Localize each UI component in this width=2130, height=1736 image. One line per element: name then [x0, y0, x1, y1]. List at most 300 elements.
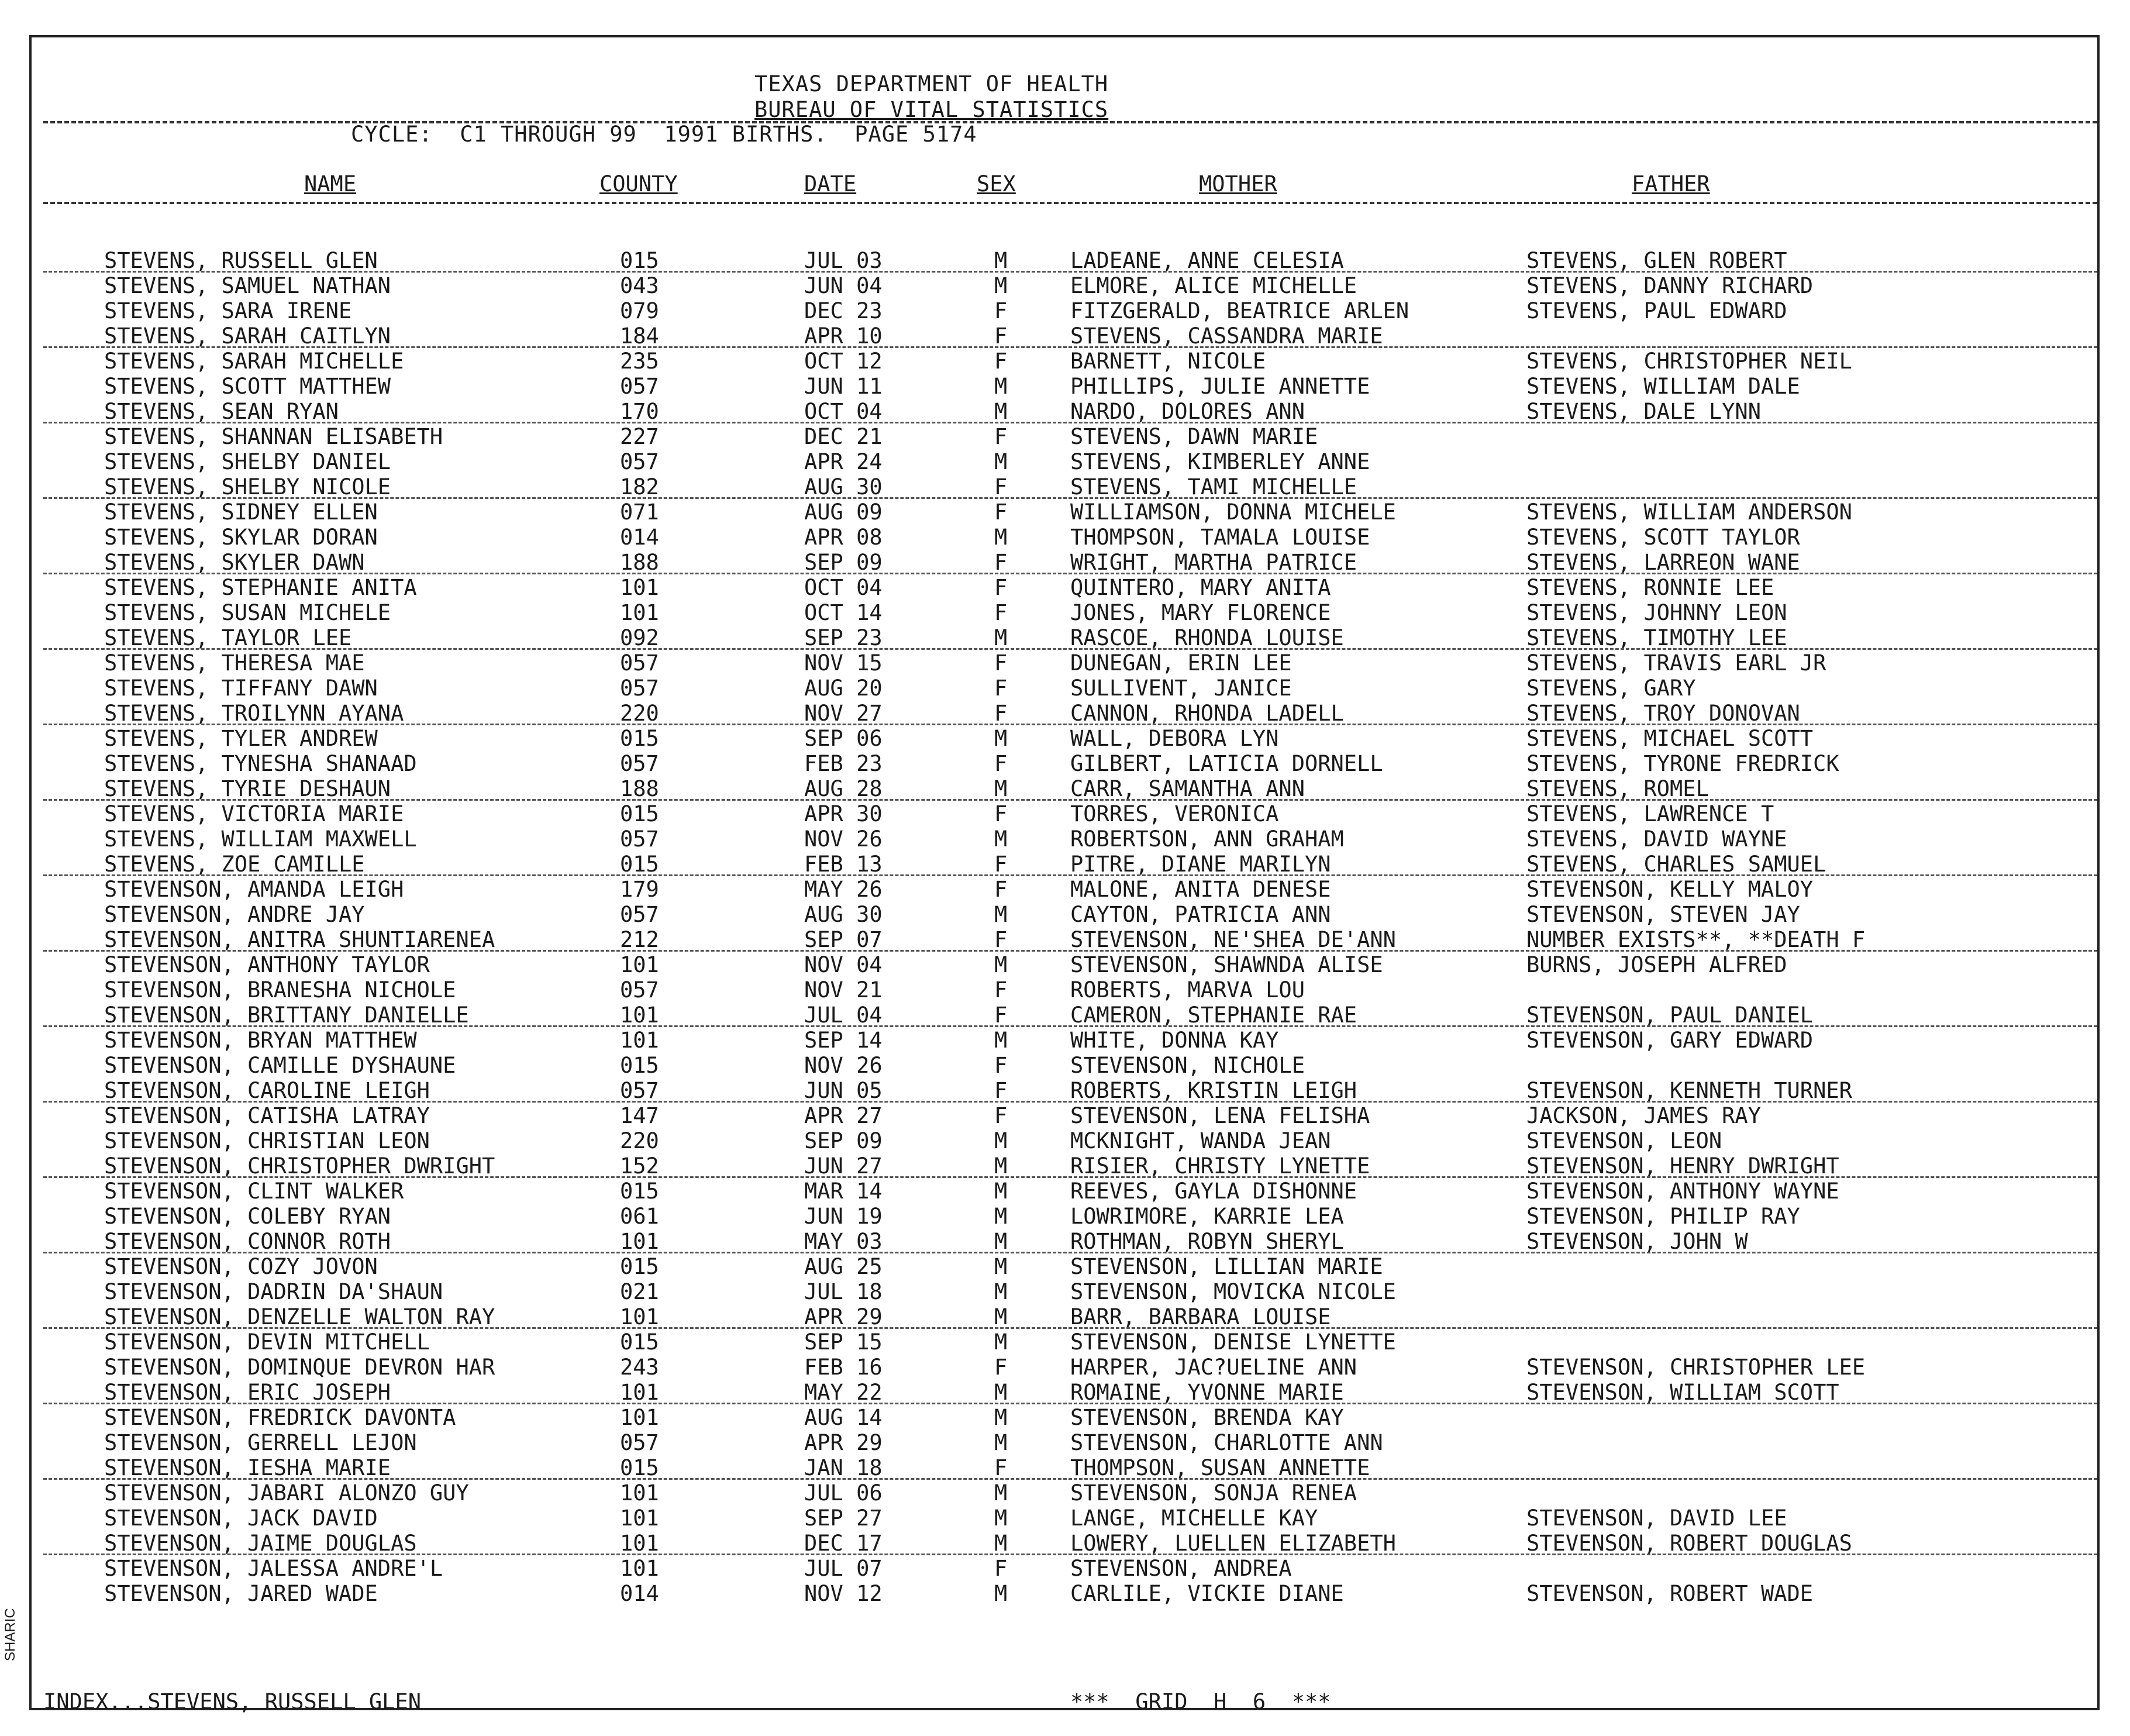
- record-date: FEB 16: [804, 1355, 883, 1380]
- record-county: 101: [620, 952, 659, 977]
- record-county: 101: [620, 1003, 659, 1028]
- record-mother: STEVENSON, SHAWNDA ALISE: [1070, 952, 1383, 977]
- table-row: [0, 1355, 2105, 1380]
- record-county: 101: [620, 575, 659, 600]
- table-row: [0, 525, 2105, 550]
- record-date: APR 30: [804, 801, 883, 826]
- record-name: STEVENS, RUSSELL GLEN: [104, 248, 378, 273]
- record-sex: F: [994, 1003, 1008, 1028]
- record-date: JUL 18: [804, 1279, 883, 1304]
- table-row: [0, 1506, 2105, 1531]
- cycle-line: CYCLE: C1 THROUGH 99 1991 BIRTHS. PAGE 5174: [351, 122, 977, 147]
- record-date: SEP 15: [804, 1329, 883, 1355]
- record-sex: F: [994, 500, 1008, 525]
- record-sex: M: [994, 776, 1008, 801]
- table-row: [0, 323, 2105, 349]
- record-father: JACKSON, JAMES RAY: [1526, 1103, 1761, 1128]
- record-county: 057: [620, 1078, 659, 1103]
- record-date: SEP 27: [804, 1506, 883, 1531]
- record-mother: ELMORE, ALICE MICHELLE: [1070, 273, 1357, 298]
- record-name: STEVENSON, DOMINQUE DEVRON HAR: [104, 1355, 495, 1380]
- row-group-rule: [43, 1176, 2097, 1178]
- record-sex: M: [994, 1153, 1008, 1179]
- row-group-rule: [43, 950, 2097, 952]
- record-sex: M: [994, 1380, 1008, 1405]
- record-county: 015: [620, 726, 659, 751]
- table-row: [0, 1480, 2105, 1506]
- row-group-rule: [43, 1025, 2097, 1027]
- table-row: [0, 852, 2105, 877]
- table-row: [0, 1304, 2105, 1329]
- record-father: STEVENSON, ANTHONY WAYNE: [1526, 1179, 1839, 1204]
- record-county: 170: [620, 399, 659, 424]
- record-date: DEC 23: [804, 298, 883, 323]
- table-row: [0, 927, 2105, 952]
- agency-title: TEXAS DEPARTMENT OF HEALTH: [754, 71, 1109, 97]
- record-date: OCT 04: [804, 575, 883, 600]
- record-county: 212: [620, 927, 659, 952]
- record-county: 015: [620, 1329, 659, 1355]
- record-mother: STEVENSON, DENISE LYNETTE: [1070, 1329, 1396, 1355]
- record-date: AUG 25: [804, 1254, 883, 1279]
- row-group-rule: [43, 573, 2097, 574]
- record-father: STEVENSON, HENRY DWRIGHT: [1526, 1153, 1839, 1179]
- record-county: 079: [620, 298, 659, 323]
- record-sex: M: [994, 1254, 1008, 1279]
- record-date: APR 08: [804, 525, 883, 550]
- record-name: STEVENS, SKYLAR DORAN: [104, 525, 378, 550]
- record-father: STEVENSON, PAUL DANIEL: [1526, 1003, 1814, 1028]
- table-row: [0, 1380, 2105, 1405]
- record-name: STEVENSON, FREDRICK DAVONTA: [104, 1405, 456, 1430]
- record-date: JUN 05: [804, 1078, 883, 1103]
- record-name: STEVENS, WILLIAM MAXWELL: [104, 826, 417, 852]
- record-father: STEVENS, GLEN ROBERT: [1526, 248, 1787, 273]
- record-date: FEB 23: [804, 751, 883, 776]
- record-date: AUG 30: [804, 474, 883, 500]
- record-sex: M: [994, 1581, 1008, 1606]
- record-name: STEVENSON, JAIME DOUGLAS: [104, 1531, 417, 1556]
- record-sex: M: [994, 1179, 1008, 1204]
- record-name: STEVENSON, BRYAN MATTHEW: [104, 1028, 417, 1053]
- record-mother: CANNON, RHONDA LADELL: [1070, 701, 1344, 726]
- record-mother: HARPER, JAC?UELINE ANN: [1070, 1355, 1357, 1380]
- record-father: STEVENS, SCOTT TAYLOR: [1526, 525, 1800, 550]
- record-father: STEVENSON, GARY EDWARD: [1526, 1028, 1814, 1053]
- record-mother: NARDO, DOLORES ANN: [1070, 399, 1305, 424]
- record-name: STEVENS, TIFFANY DAWN: [104, 676, 378, 701]
- table-row: [0, 500, 2105, 525]
- record-mother: STEVENS, DAWN MARIE: [1070, 424, 1318, 449]
- record-date: AUG 20: [804, 676, 883, 701]
- record-name: STEVENS, SUSAN MICHELE: [104, 600, 391, 625]
- record-name: STEVENSON, DENZELLE WALTON RAY: [104, 1304, 495, 1329]
- record-county: 220: [620, 701, 659, 726]
- record-date: NOV 15: [804, 650, 883, 676]
- record-mother: QUINTERO, MARY ANITA: [1070, 575, 1331, 600]
- record-father: STEVENS, LARREON WANE: [1526, 550, 1800, 575]
- record-county: 057: [620, 751, 659, 776]
- record-name: STEVENS, SAMUEL NATHAN: [104, 273, 391, 298]
- record-county: 188: [620, 776, 659, 801]
- record-mother: ROBERTSON, ANN GRAHAM: [1070, 826, 1344, 852]
- record-father: STEVENS, TRAVIS EARL JR: [1526, 650, 1826, 676]
- record-sex: M: [994, 273, 1008, 298]
- row-group-rule: [43, 497, 2097, 499]
- table-row: [0, 248, 2105, 273]
- record-date: NOV 21: [804, 977, 883, 1003]
- record-mother: BARNETT, NICOLE: [1070, 349, 1266, 374]
- record-date: APR 27: [804, 1103, 883, 1128]
- record-father: STEVENS, CHARLES SAMUEL: [1526, 852, 1826, 877]
- record-mother: JONES, MARY FLORENCE: [1070, 600, 1331, 625]
- record-date: APR 10: [804, 323, 883, 349]
- record-name: STEVENS, TROILYNN AYANA: [104, 701, 404, 726]
- record-sex: F: [994, 801, 1008, 826]
- col-header-date: DATE: [804, 171, 857, 197]
- record-name: STEVENS, TAYLOR LEE: [104, 625, 352, 650]
- row-group-rule: [43, 346, 2097, 348]
- table-row: [0, 575, 2105, 600]
- grid-marker: *** GRID H 6 ***: [1070, 1689, 1331, 1714]
- record-father: STEVENS, MICHAEL SCOTT: [1526, 726, 1814, 751]
- record-mother: RASCOE, RHONDA LOUISE: [1070, 625, 1344, 650]
- record-mother: THOMPSON, SUSAN ANNETTE: [1070, 1455, 1370, 1480]
- record-name: STEVENS, VICTORIA MARIE: [104, 801, 404, 826]
- record-county: 043: [620, 273, 659, 298]
- record-sex: F: [994, 575, 1008, 600]
- record-date: JUL 04: [804, 1003, 883, 1028]
- row-group-rule: [43, 648, 2097, 650]
- record-mother: LOWRIMORE, KARRIE LEA: [1070, 1204, 1344, 1229]
- record-date: SEP 23: [804, 625, 883, 650]
- record-mother: STEVENSON, SONJA RENEA: [1070, 1480, 1357, 1506]
- record-sex: M: [994, 525, 1008, 550]
- record-county: 101: [620, 1304, 659, 1329]
- record-name: STEVENS, THERESA MAE: [104, 650, 365, 676]
- record-county: 015: [620, 1053, 659, 1078]
- col-header-father: FATHER: [1632, 171, 1710, 197]
- row-group-rule: [43, 1101, 2097, 1103]
- table-row: [0, 1229, 2105, 1254]
- record-county: 014: [620, 525, 659, 550]
- record-father: STEVENSON, ROBERT WADE: [1526, 1581, 1814, 1606]
- record-mother: WRIGHT, MARTHA PATRICE: [1070, 550, 1357, 575]
- table-row: [0, 1153, 2105, 1179]
- col-header-mother: MOTHER: [1199, 171, 1277, 197]
- record-date: AUG 30: [804, 902, 883, 927]
- record-sex: M: [994, 1204, 1008, 1229]
- record-county: 057: [620, 977, 659, 1003]
- record-date: SEP 07: [804, 927, 883, 952]
- table-row: [0, 424, 2105, 449]
- record-date: SEP 06: [804, 726, 883, 751]
- row-group-rule: [43, 1478, 2097, 1480]
- record-county: 057: [620, 374, 659, 399]
- record-father: STEVENSON, JOHN W: [1526, 1229, 1748, 1254]
- record-sex: F: [994, 701, 1008, 726]
- table-row: [0, 1581, 2105, 1606]
- record-sex: M: [994, 826, 1008, 852]
- record-sex: F: [994, 550, 1008, 575]
- record-date: APR 24: [804, 449, 883, 474]
- record-sex: F: [994, 1455, 1008, 1480]
- record-mother: ROMAINE, YVONNE MARIE: [1070, 1380, 1344, 1405]
- table-row: [0, 877, 2105, 902]
- record-county: 101: [620, 1229, 659, 1254]
- col-header-name: NAME: [304, 171, 357, 197]
- record-sex: F: [994, 1103, 1008, 1128]
- record-name: STEVENSON, BRANESHA NICHOLE: [104, 977, 456, 1003]
- table-row: [0, 1329, 2105, 1355]
- record-sex: M: [994, 902, 1008, 927]
- record-name: STEVENS, SKYLER DAWN: [104, 550, 365, 575]
- table-row: [0, 826, 2105, 852]
- record-date: DEC 17: [804, 1531, 883, 1556]
- record-name: STEVENSON, CONNOR ROTH: [104, 1229, 391, 1254]
- record-sex: F: [994, 323, 1008, 349]
- record-father: STEVENS, CHRISTOPHER NEIL: [1526, 349, 1852, 374]
- record-date: JUN 27: [804, 1153, 883, 1179]
- table-row: [0, 1455, 2105, 1480]
- record-sex: F: [994, 877, 1008, 902]
- record-county: 101: [620, 1028, 659, 1053]
- table-row: [0, 625, 2105, 650]
- column-header-rule: [43, 202, 2097, 204]
- record-name: STEVENSON, COZY JOVON: [104, 1254, 378, 1279]
- record-date: NOV 12: [804, 1581, 883, 1606]
- record-sex: M: [994, 449, 1008, 474]
- record-father: STEVENS, WILLIAM DALE: [1526, 374, 1800, 399]
- record-name: STEVENS, TYNESHA SHANAAD: [104, 751, 417, 776]
- record-name: STEVENSON, IESHA MARIE: [104, 1455, 391, 1480]
- table-row: [0, 1053, 2105, 1078]
- table-row: [0, 349, 2105, 374]
- table-row: [0, 374, 2105, 399]
- record-county: 014: [620, 1581, 659, 1606]
- record-date: JUN 11: [804, 374, 883, 399]
- table-row: [0, 1430, 2105, 1455]
- record-father: STEVENSON, WILLIAM SCOTT: [1526, 1380, 1839, 1405]
- record-mother: BARR, BARBARA LOUISE: [1070, 1304, 1331, 1329]
- record-mother: RISIER, CHRISTY LYNETTE: [1070, 1153, 1370, 1179]
- record-sex: F: [994, 424, 1008, 449]
- record-mother: STEVENSON, LILLIAN MARIE: [1070, 1254, 1383, 1279]
- record-sex: F: [994, 650, 1008, 676]
- row-group-rule: [43, 799, 2097, 801]
- record-date: NOV 26: [804, 826, 883, 852]
- record-mother: STEVENSON, LENA FELISHA: [1070, 1103, 1370, 1128]
- record-mother: WHITE, DONNA KAY: [1070, 1028, 1279, 1053]
- row-group-rule: [43, 874, 2097, 876]
- record-date: MAY 03: [804, 1229, 883, 1254]
- record-mother: ROBERTS, KRISTIN LEIGH: [1070, 1078, 1357, 1103]
- table-row: [0, 1279, 2105, 1304]
- record-mother: LOWERY, LUELLEN ELIZABETH: [1070, 1531, 1396, 1556]
- record-mother: STEVENSON, CHARLOTTE ANN: [1070, 1430, 1383, 1455]
- table-row: [0, 1531, 2105, 1556]
- record-county: 101: [620, 1556, 659, 1581]
- record-mother: MALONE, ANITA DENESE: [1070, 877, 1331, 902]
- table-row: [0, 1204, 2105, 1229]
- record-father: STEVENS, ROMEL: [1526, 776, 1709, 801]
- record-mother: FITZGERALD, BEATRICE ARLEN: [1070, 298, 1409, 323]
- record-sex: F: [994, 1556, 1008, 1581]
- record-date: JUL 06: [804, 1480, 883, 1506]
- record-county: 015: [620, 1455, 659, 1480]
- record-date: JUL 07: [804, 1556, 883, 1581]
- record-sex: M: [994, 1480, 1008, 1506]
- record-sex: F: [994, 977, 1008, 1003]
- record-mother: CARR, SAMANTHA ANN: [1070, 776, 1305, 801]
- table-row: [0, 977, 2105, 1003]
- record-date: AUG 14: [804, 1405, 883, 1430]
- record-name: STEVENS, SIDNEY ELLEN: [104, 500, 378, 525]
- table-row: [0, 1179, 2105, 1204]
- record-mother: LADEANE, ANNE CELESIA: [1070, 248, 1344, 273]
- record-father: STEVENSON, PHILIP RAY: [1526, 1204, 1800, 1229]
- record-mother: CAYTON, PATRICIA ANN: [1070, 902, 1331, 927]
- record-county: 227: [620, 424, 659, 449]
- record-date: NOV 27: [804, 701, 883, 726]
- table-row: [0, 1128, 2105, 1153]
- row-group-rule: [43, 1403, 2097, 1404]
- record-sex: F: [994, 298, 1008, 323]
- record-father: STEVENSON, DAVID LEE: [1526, 1506, 1787, 1531]
- record-county: 057: [620, 1430, 659, 1455]
- record-father: STEVENSON, LEON: [1526, 1128, 1722, 1153]
- record-mother: STEVENSON, MOVICKA NICOLE: [1070, 1279, 1396, 1304]
- record-mother: SULLIVENT, JANICE: [1070, 676, 1292, 701]
- record-date: MAY 22: [804, 1380, 883, 1405]
- record-name: STEVENS, SHANNAN ELISABETH: [104, 424, 443, 449]
- table-row: [0, 676, 2105, 701]
- record-name: STEVENSON, DADRIN DA'SHAUN: [104, 1279, 443, 1304]
- row-group-rule: [43, 422, 2097, 423]
- table-row: [0, 474, 2105, 500]
- table-row: [0, 952, 2105, 977]
- record-sex: F: [994, 474, 1008, 500]
- record-father: STEVENSON, STEVEN JAY: [1526, 902, 1800, 927]
- record-name: STEVENSON, CHRISTOPHER DWRIGHT: [104, 1153, 495, 1179]
- record-name: STEVENSON, DEVIN MITCHELL: [104, 1329, 430, 1355]
- record-date: FEB 13: [804, 852, 883, 877]
- table-row: [0, 902, 2105, 927]
- record-sex: M: [994, 1128, 1008, 1153]
- record-name: STEVENS, STEPHANIE ANITA: [104, 575, 417, 600]
- record-mother: STEVENSON, BRENDA KAY: [1070, 1405, 1344, 1430]
- record-mother: ROTHMAN, ROBYN SHERYL: [1070, 1229, 1344, 1254]
- record-father: NUMBER EXISTS**, **DEATH F: [1526, 927, 1866, 952]
- record-name: STEVENS, SARAH CAITLYN: [104, 323, 391, 349]
- record-county: 147: [620, 1103, 659, 1128]
- record-date: OCT 14: [804, 600, 883, 625]
- record-sex: M: [994, 726, 1008, 751]
- record-sex: M: [994, 1229, 1008, 1254]
- record-mother: CARLILE, VICKIE DIANE: [1070, 1581, 1344, 1606]
- record-name: STEVENSON, ANTHONY TAYLOR: [104, 952, 430, 977]
- record-sex: F: [994, 676, 1008, 701]
- record-date: JUN 19: [804, 1204, 883, 1229]
- record-county: 071: [620, 500, 659, 525]
- record-county: 057: [620, 902, 659, 927]
- row-group-rule: [43, 1554, 2097, 1555]
- table-row: [0, 701, 2105, 726]
- record-county: 184: [620, 323, 659, 349]
- record-father: STEVENS, TROY DONOVAN: [1526, 701, 1800, 726]
- record-mother: THOMPSON, TAMALA LOUISE: [1070, 525, 1370, 550]
- table-row: [0, 1254, 2105, 1279]
- record-sex: M: [994, 1506, 1008, 1531]
- record-date: JUN 04: [804, 273, 883, 298]
- record-father: STEVENS, PAUL EDWARD: [1526, 298, 1787, 323]
- record-father: STEVENS, DAVID WAYNE: [1526, 826, 1787, 852]
- record-sex: M: [994, 625, 1008, 650]
- table-row: [0, 1103, 2105, 1128]
- sharic-stamp: SHARIC: [2, 1608, 18, 1661]
- row-group-rule: [43, 1327, 2097, 1329]
- record-name: STEVENSON, JABARI ALONZO GUY: [104, 1480, 469, 1506]
- record-county: 101: [620, 1380, 659, 1405]
- record-date: MAR 14: [804, 1179, 883, 1204]
- record-name: STEVENSON, JALESSA ANDRE'L: [104, 1556, 443, 1581]
- record-date: OCT 12: [804, 349, 883, 374]
- record-father: STEVENS, RONNIE LEE: [1526, 575, 1774, 600]
- row-group-rule: [43, 1252, 2097, 1253]
- row-group-rule: [43, 271, 2097, 273]
- record-name: STEVENSON, JARED WADE: [104, 1581, 378, 1606]
- table-row: [0, 1028, 2105, 1053]
- record-sex: F: [994, 600, 1008, 625]
- record-sex: F: [994, 751, 1008, 776]
- record-name: STEVENSON, COLEBY RYAN: [104, 1204, 391, 1229]
- table-row: [0, 1003, 2105, 1028]
- record-mother: MCKNIGHT, WANDA JEAN: [1070, 1128, 1331, 1153]
- record-mother: WALL, DEBORA LYN: [1070, 726, 1279, 751]
- record-sex: F: [994, 927, 1008, 952]
- table-row: [0, 751, 2105, 776]
- record-sex: F: [994, 349, 1008, 374]
- record-mother: PHILLIPS, JULIE ANNETTE: [1070, 374, 1370, 399]
- record-county: 015: [620, 248, 659, 273]
- table-row: [0, 726, 2105, 751]
- record-father: STEVENSON, ROBERT DOUGLAS: [1526, 1531, 1852, 1556]
- record-name: STEVENSON, JACK DAVID: [104, 1506, 378, 1531]
- record-mother: STEVENS, KIMBERLEY ANNE: [1070, 449, 1370, 474]
- record-father: STEVENS, TIMOTHY LEE: [1526, 625, 1787, 650]
- table-row: [0, 776, 2105, 801]
- record-name: STEVENSON, GERRELL LEJON: [104, 1430, 417, 1455]
- record-date: APR 29: [804, 1304, 883, 1329]
- record-date: SEP 09: [804, 1128, 883, 1153]
- record-county: 015: [620, 1179, 659, 1204]
- record-county: 101: [620, 600, 659, 625]
- table-row: [0, 801, 2105, 826]
- record-date: NOV 26: [804, 1053, 883, 1078]
- record-name: STEVENSON, CATISHA LATRAY: [104, 1103, 430, 1128]
- record-county: 182: [620, 474, 659, 500]
- record-county: 057: [620, 676, 659, 701]
- row-group-rule: [43, 724, 2097, 725]
- record-county: 101: [620, 1480, 659, 1506]
- record-father: STEVENS, GARY: [1526, 676, 1696, 701]
- record-date: APR 29: [804, 1430, 883, 1455]
- table-row: [0, 1078, 2105, 1103]
- record-name: STEVENSON, CAROLINE LEIGH: [104, 1078, 430, 1103]
- record-sex: F: [994, 1078, 1008, 1103]
- record-name: STEVENS, SEAN RYAN: [104, 399, 339, 424]
- record-sex: M: [994, 952, 1008, 977]
